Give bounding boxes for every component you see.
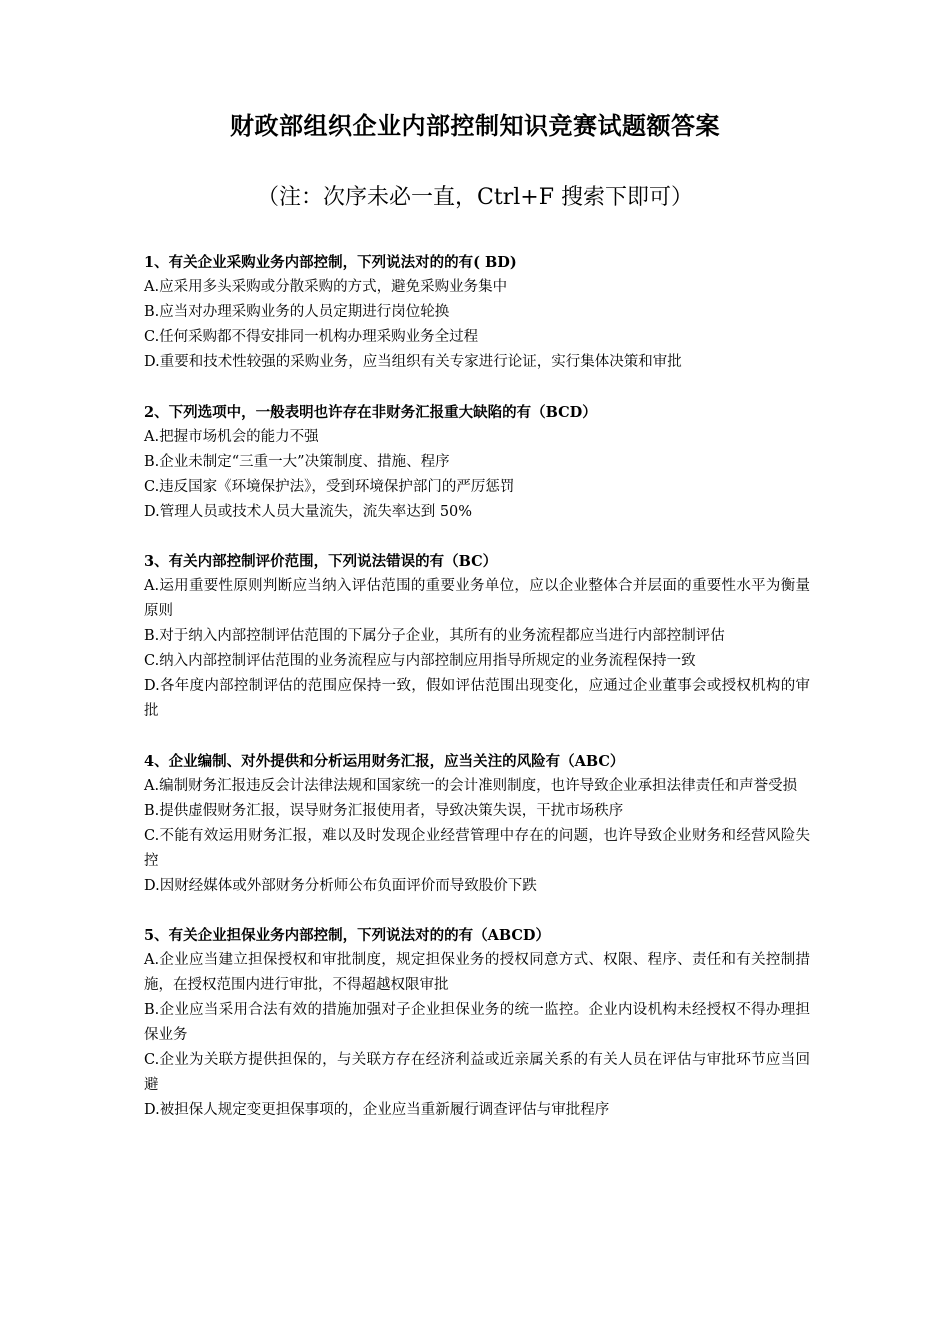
question-list xyxy=(144,250,810,1148)
option-c: C.企业为关联方提供担保的，与关联方存在经济利益或近亲属关系的有关人员在评估与审批环节应当回避 xyxy=(144,1052,810,1093)
option-d: D.重要和技术性较强的采购业务，应当组织有关专家进行论证，实行集体决策和审批 xyxy=(144,354,682,370)
question-heading: 1、有关企业采购业务内部控制，下列说法对的的有( BD) xyxy=(144,254,517,271)
option-a: A.把握市场机会的能力不强 xyxy=(144,428,319,445)
option-d: D.管理人员或技术人员大量流失，流失率达到 50% xyxy=(144,503,473,520)
option-b: B.企业应当采用合法有效的措施加强对子企业担保业务的统一监控。企业内设机构未经授权不得办理担保业务 xyxy=(144,1002,810,1043)
question-2 xyxy=(144,400,810,525)
option-b: B.应当对办理采购业务的人员定期进行岗位轮换 xyxy=(144,304,450,320)
question-heading: 3、有关内部控制评价范围，下列说法错误的有（BC） xyxy=(144,553,498,570)
question-heading: 5、有关企业担保业务内部控制，下列说法对的的有（ABCD） xyxy=(144,927,550,944)
document-note: （注：次序未必一直，Ctrl+F 搜索下即可） xyxy=(257,185,693,210)
option-c: C.不能有效运用财务汇报，难以及时发现企业经营管理中存在的问题，也许导致企业财务和经营风险失控 xyxy=(144,827,810,869)
option-d: D.被担保人规定变更担保事项的，企业应当重新履行调查评估与审批程序 xyxy=(144,1102,610,1118)
option-a: A.编制财务汇报违反会计法律法规和国家统一的会计准则制度，也许导致企业承担法律责任和声誉受损 xyxy=(144,777,798,794)
question-heading: 4、企业编制、对外提供和分析运用财务汇报，应当关注的风险有（ABC） xyxy=(144,752,625,770)
document-title: 财政部组织企业内部控制知识竞赛试题额答案 xyxy=(230,111,720,140)
question-4 xyxy=(144,749,810,899)
option-b: B.企业未制定“三重一大”决策制度、措施、程序 xyxy=(144,453,450,470)
option-a: A.运用重要性原则判断应当纳入评估范围的重要业务单位，应以企业整体合并层面的重要性水平为衡量原则 xyxy=(144,578,810,619)
option-c: C.违反国家《环境保护法》，受到环境保护部门的严厉惩罚 xyxy=(144,478,515,495)
question-3 xyxy=(144,549,810,724)
option-b: B.提供虚假财务汇报，误导财务汇报使用者，导致决策失误，干扰市场秩序 xyxy=(144,802,624,819)
option-a: A.应采用多头采购或分散采购的方式，避免采购业务集中 xyxy=(144,279,508,295)
option-d: D.因财经媒体或外部财务分析师公布负面评价而导致股价下跌 xyxy=(144,877,537,894)
question-heading: 2、下列选项中，一般表明也许存在非财务汇报重大缺陷的有（BCD） xyxy=(144,403,597,421)
option-d: D.各年度内部控制评估的范围应保持一致，假如评估范围出现变化，应通过企业董事会或授权机构的审批 xyxy=(144,678,810,719)
question-1 xyxy=(144,250,810,375)
option-b: B.对于纳入内部控制评估范围的下属分子企业，其所有的业务流程都应当进行内部控制评估 xyxy=(144,628,725,644)
option-c: C.任何采购都不得安排同一机构办理采购业务全过程 xyxy=(144,329,479,345)
question-5 xyxy=(144,923,810,1123)
option-a: A.企业应当建立担保授权和审批制度，规定担保业务的授权同意方式、权限、程序、责任和有关控制措施，在授权范围内进行审批，不得超越权限审批 xyxy=(144,952,810,993)
option-c: C.纳入内部控制评估范围的业务流程应与内部控制应用指导所规定的业务流程保持一致 xyxy=(144,653,696,669)
